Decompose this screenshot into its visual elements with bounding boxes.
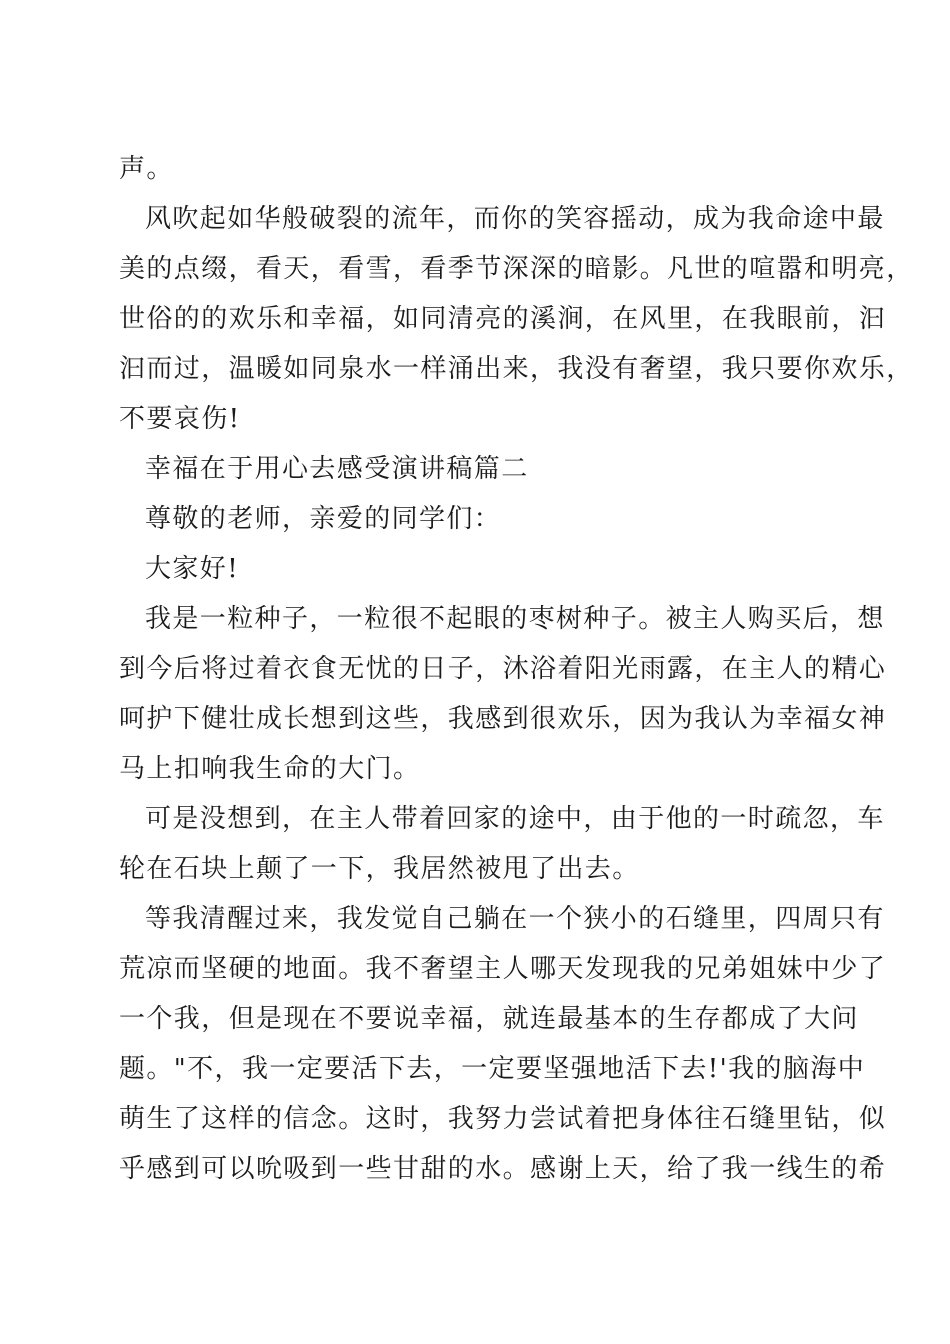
greeting-line: 大家好! (145, 554, 240, 584)
text-line: 荒凉而坚硬的地面。我不奢望主人哪天发现我的兄弟姐妹中少了 (119, 954, 887, 984)
text-line: 世俗的的欢乐和幸福，如同清亮的溪涧，在风里，在我眼前，汩 (119, 304, 887, 334)
text-line: 乎感到可以吮吸到一些甘甜的水。感谢上天，给了我一线生的希 (119, 1154, 887, 1184)
paragraph-start-line: 我是一粒种子，一粒很不起眼的枣树种子。被主人购买后，想 (145, 604, 885, 634)
text-line: 轮在石块上颠了一下，我居然被甩了出去。 (119, 854, 640, 884)
paragraph-start-line: 可是没想到，在主人带着回家的途中，由于他的一时疏忽，车 (145, 804, 885, 834)
text-line: 汩而过，温暖如同泉水一样涌出来，我没有奢望，我只要你欢乐， (119, 354, 914, 384)
paragraph-start-line: 风吹起如华般破裂的流年，而你的笑容摇动，成为我命途中最 (145, 204, 885, 234)
text-line: 不要哀伤! (119, 404, 241, 434)
text-line: 到今后将过着衣食无忧的日子，沐浴着阳光雨露，在主人的精心 (119, 654, 887, 684)
section-heading: 幸福在于用心去感受演讲稿篇二 (145, 454, 529, 484)
paragraph-start-line: 等我清醒过来，我发觉自己躺在一个狭小的石缝里，四周只有 (145, 904, 885, 934)
text-line: 马上扣响我生命的大门。 (119, 754, 421, 784)
text-line: 美的点缀，看天，看雪，看季节深深的暗影。凡世的喧嚣和明亮， (119, 254, 914, 284)
text-line: 一个我，但是现在不要说幸福，就连最基本的生存都成了大问 (119, 1004, 859, 1034)
text-line: 萌生了这样的信念。这时，我努力尝试着把身体往石缝里钻，似 (119, 1104, 887, 1134)
text-line: 题。"不，我一定要活下去，一定要坚强地活下去!'我的脑海中 (119, 1054, 866, 1084)
text-line: 呵护下健壮成长想到这些，我感到很欢乐，因为我认为幸福女神 (119, 704, 887, 734)
text-line: 声。 (119, 154, 174, 184)
salutation-line: 尊敬的老师，亲爱的同学们： (145, 504, 502, 534)
